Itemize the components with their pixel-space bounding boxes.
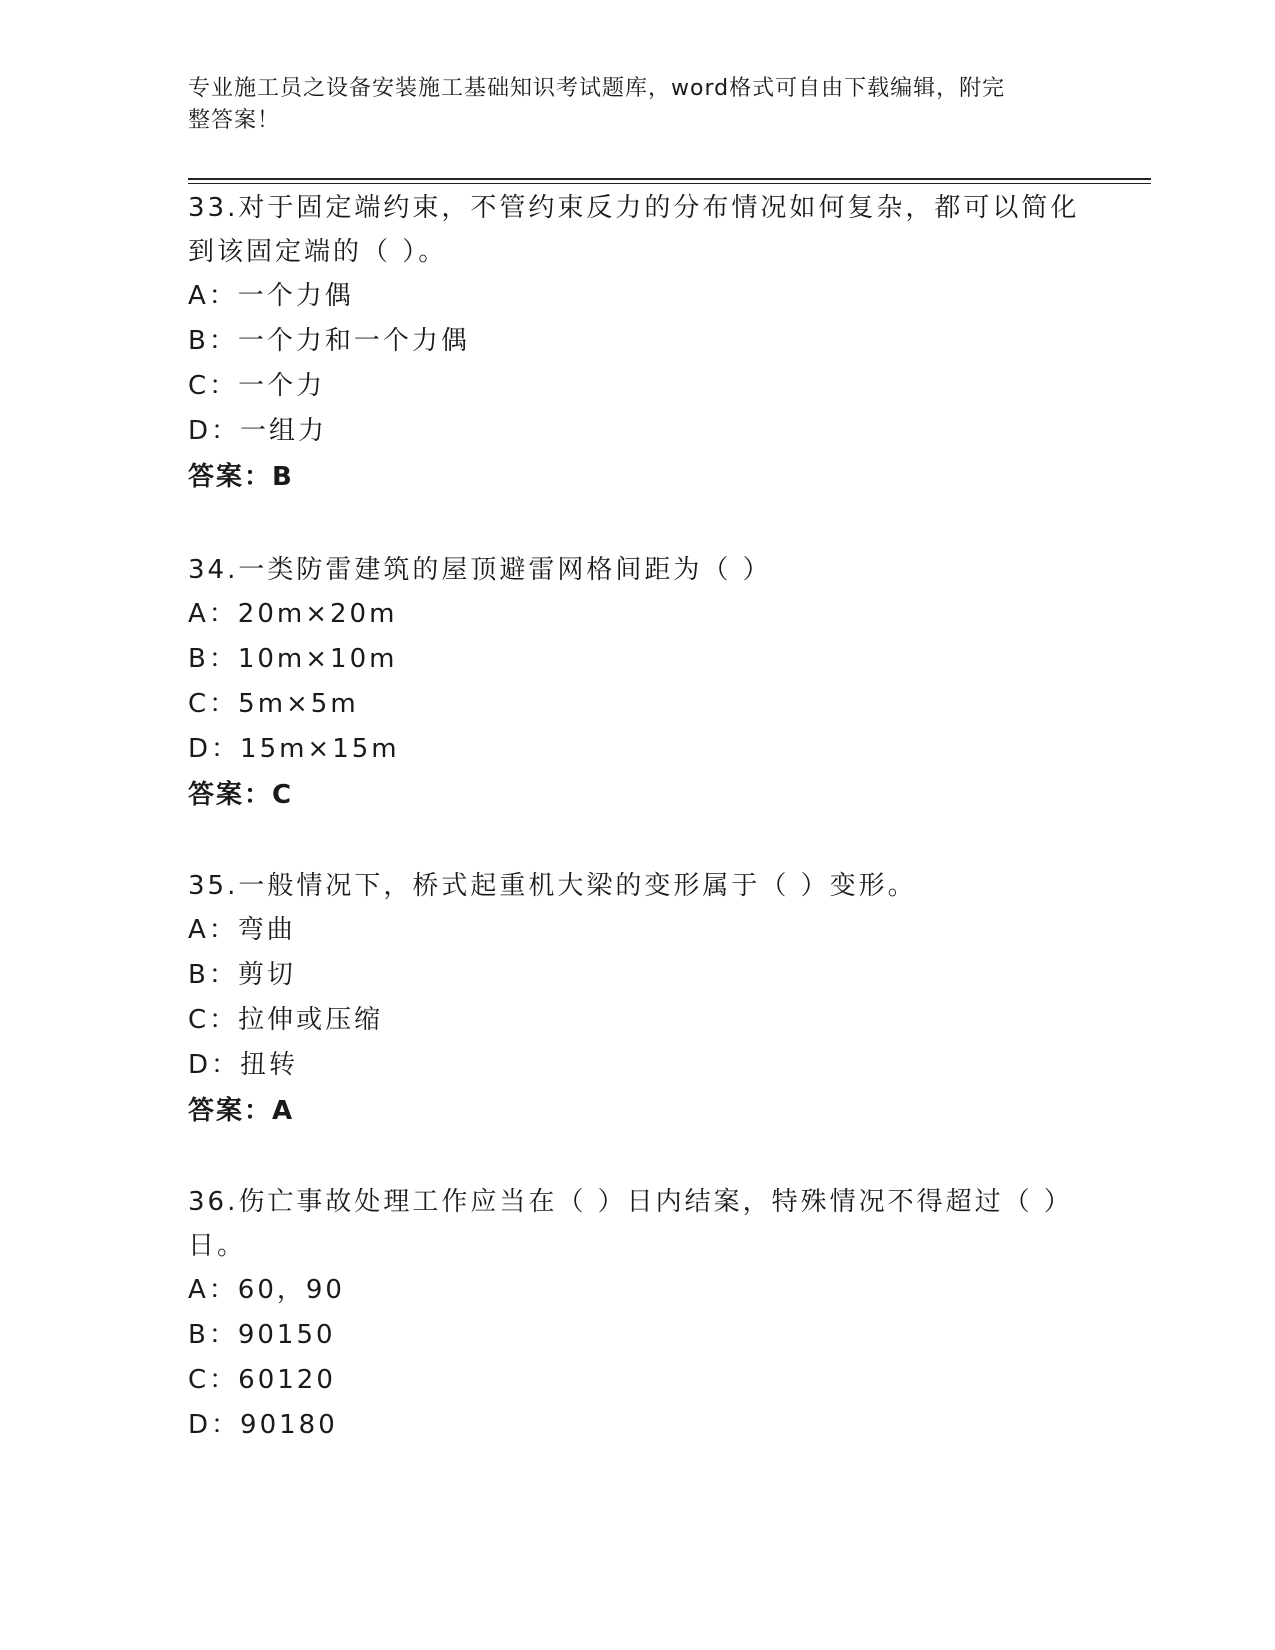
option-d: D：15m×15m: [188, 734, 400, 764]
header-line-2: 整答案！: [188, 108, 281, 133]
question-34: [188, 548, 1088, 818]
question-stem-line-1: 36.伤亡事故处理工作应当在（ ）日内结案，特殊情况不得超过（ ）: [188, 1187, 1073, 1217]
option-a: A：一个力偶: [188, 281, 354, 311]
option-b: B：10m×10m: [188, 644, 398, 674]
option-d: D：扭转: [188, 1050, 299, 1080]
answer: 答案：C: [188, 780, 294, 810]
option-a: A：20m×20m: [188, 599, 398, 629]
question-33: [188, 186, 1088, 500]
question-stem-line-1: 34.一类防雷建筑的屋顶避雷网格间距为（ ）: [188, 555, 772, 585]
question-35: [188, 864, 1088, 1134]
answer: 答案：A: [188, 1096, 295, 1126]
option-a: A：60，90: [188, 1275, 345, 1305]
header-divider-thin: [188, 183, 1151, 184]
question-stem-line-1: 33.对于固定端约束，不管约束反力的分布情况如何复杂，都可以简化: [188, 193, 1080, 223]
option-b: B：90150: [188, 1320, 336, 1350]
answer: 答案：B: [188, 462, 294, 492]
document-header: [188, 73, 1068, 137]
header-divider-thick: [188, 178, 1151, 180]
question-stem-line-2: 到该固定端的（ ）。: [188, 237, 448, 267]
option-b: B：一个力和一个力偶: [188, 326, 470, 356]
option-a: A：弯曲: [188, 915, 296, 945]
option-b: B：剪切: [188, 960, 296, 990]
option-d: D：一组力: [188, 416, 328, 446]
option-c: C：拉伸或压缩: [188, 1005, 384, 1035]
header-line-1: 专业施工员之设备安装施工基础知识考试题库，word格式可自由下载编辑，附完: [188, 76, 1006, 101]
question-36: [188, 1180, 1088, 1448]
option-c: C：60120: [188, 1365, 336, 1395]
option-d: D：90180: [188, 1410, 338, 1440]
question-stem-line-1: 35.一般情况下，桥式起重机大梁的变形属于（ ）变形。: [188, 871, 917, 901]
option-c: C：5m×5m: [188, 689, 359, 719]
question-stem-line-2: 日。: [188, 1231, 247, 1261]
option-c: C：一个力: [188, 371, 326, 401]
